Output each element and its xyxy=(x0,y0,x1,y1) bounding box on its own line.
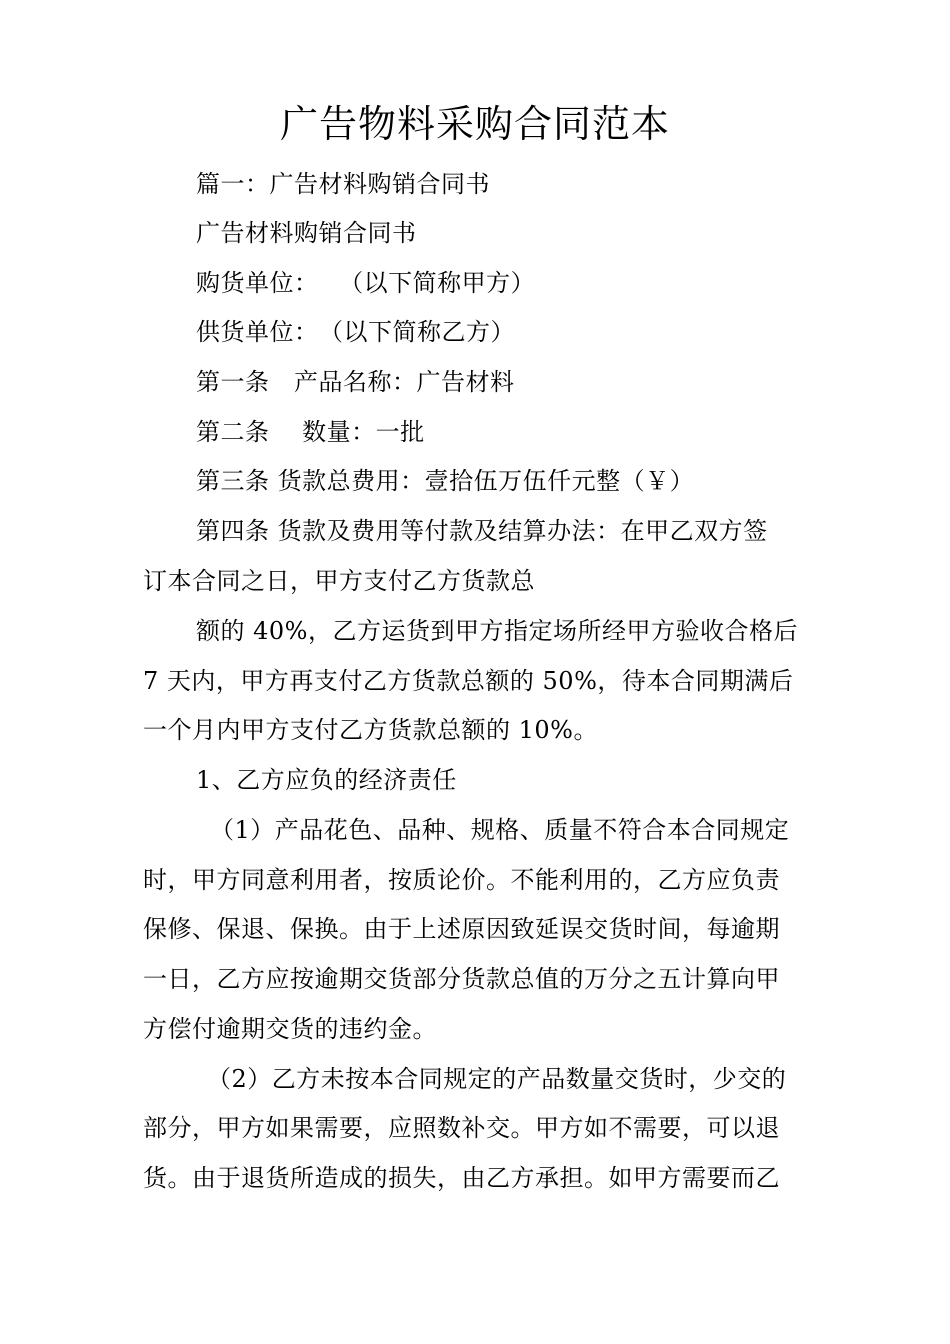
contract-name: 广告材料购销合同书 xyxy=(196,219,417,247)
text-line: 额的 40%，乙方运货到甲方指定场所经甲方验收合格后 xyxy=(196,617,798,645)
text-line: 一日，乙方应按逾期交货部分货款总值的万分之五计算向甲 xyxy=(143,965,780,993)
text-line: 订本合同之日，甲方支付乙方货款总 xyxy=(143,567,535,595)
text-line: 部分，甲方如果需要，应照数补交。甲方如不需要，可以退 xyxy=(143,1114,780,1142)
text-line: 时，甲方同意利用者，按质论价。不能利用的，乙方应负责 xyxy=(143,866,780,894)
text-line: （2）乙方未按本合同规定的产品数量交货时，少交的 xyxy=(207,1065,787,1093)
article-3-line: 第三条 货款总费用：壹拾伍万伍仟元整（￥） xyxy=(196,467,695,495)
buyer-line: 购货单位： （以下简称甲方） xyxy=(196,269,536,297)
text-line: 7 天内，甲方再支付乙方货款总额的 50%，待本合同期满后 xyxy=(143,667,794,695)
section-heading: 篇一：广告材料购销合同书 xyxy=(196,170,490,198)
article-4-line: 第四条 货款及费用等付款及结算办法：在甲乙双方签 xyxy=(196,517,768,545)
text-line: 一个月内甲方支付乙方货款总额的 10%。 xyxy=(143,716,598,744)
supplier-line: 供货单位： （以下简称乙方） xyxy=(196,318,515,346)
text-line: 方偿付逾期交货的违约金。 xyxy=(143,1015,437,1043)
article-2-line: 第二条 数量：一批 xyxy=(196,418,425,446)
text-line: （1）产品花色、品种、规格、质量不符合本合同规定 xyxy=(210,816,790,844)
text-line: 保修、保退、保换。由于上述原因致延误交货时间，每逾期 xyxy=(143,915,780,943)
text-line: 货。由于退货所造成的损失，由乙方承担。如甲方需要而乙 xyxy=(143,1164,780,1192)
document-title: 广告物料采购合同范本 xyxy=(279,102,670,146)
clause-heading: 1、乙方应负的经济责任 xyxy=(196,766,457,794)
article-1-line: 第一条 产品名称：广告材料 xyxy=(196,368,515,396)
